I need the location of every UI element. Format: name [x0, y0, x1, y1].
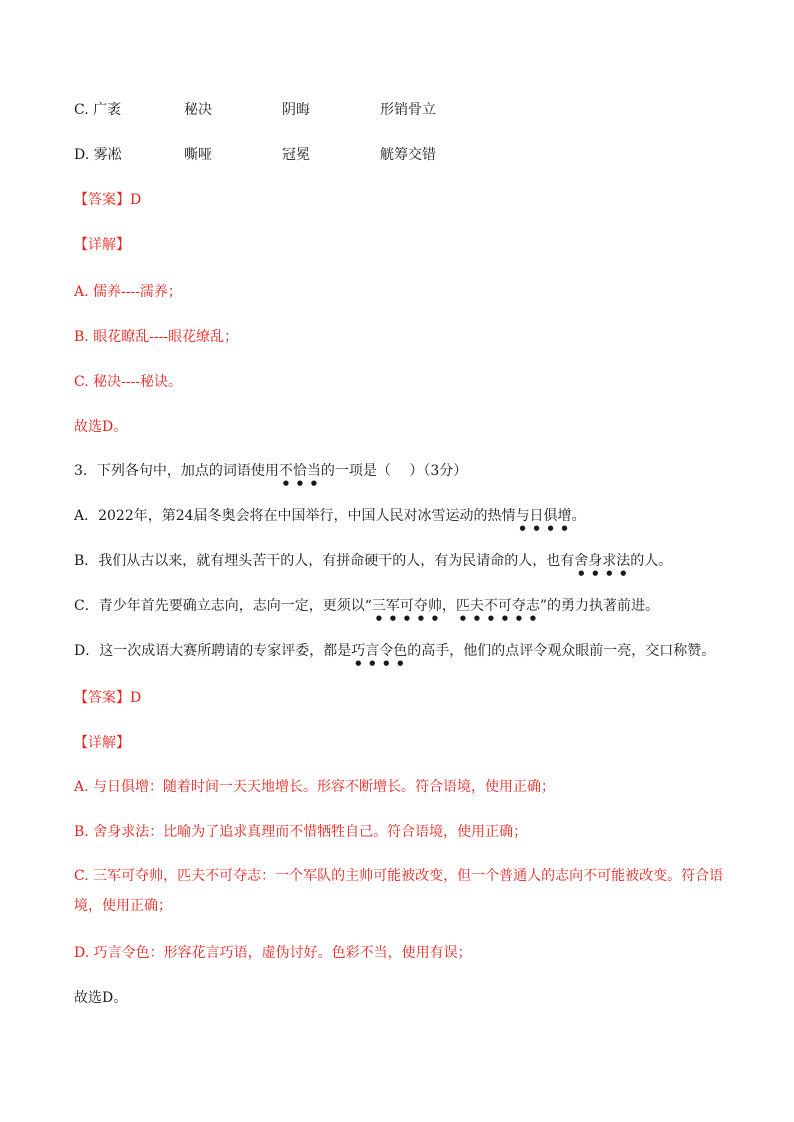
q2-answer: 【答案】D	[74, 192, 142, 208]
option-c-word-1: C. 广袤	[74, 102, 122, 118]
q3-detail-heading: 【详解】	[74, 735, 130, 751]
q3-option-b-dotted-term: 舍身求法	[574, 553, 631, 569]
q3-option-c	[74, 597, 734, 622]
q3-option-b	[74, 552, 734, 577]
q3-detail-c: C. 三军可夺帅，匹夫不可夺志：一个军队的主帅可能被改变，但一个普通人的志向不可能被改变。符合语境，使用正确；	[74, 868, 724, 914]
q2-detail-a: A. 儒养----濡养；	[74, 284, 182, 300]
q3-option-b-end: 的人。	[630, 553, 673, 569]
q3-stem-emphasis: 不恰当	[278, 463, 321, 479]
q3-option-c-dotted-term: 三军可夺帅，匹夫不可夺志	[371, 598, 540, 614]
q3-option-c-end: ”的勇力执著前进。	[539, 598, 660, 614]
q3-stem-start: 3．下列各句中，加点的词语使用	[74, 463, 279, 479]
option-c-word-3: 阴晦	[282, 102, 310, 118]
option-d-word-4: 觥筹交错	[380, 147, 436, 163]
q3-option-a-end: 。	[571, 508, 586, 524]
q3-option-d-text: D．这一次成语大赛所聘请的专家评委，都是	[74, 643, 352, 659]
q3-stem	[74, 462, 734, 487]
option-d-word-2: 嘶哑	[184, 147, 212, 163]
q3-answer: 【答案】D	[74, 690, 142, 706]
q3-conclusion: 故选D。	[74, 990, 128, 1006]
q3-option-b-text: B．我们从古以来，就有埋头苦干的人，有拼命硬干的人，有为民请命的人，也有	[74, 553, 575, 569]
q3-detail-b: B. 舍身求法：比喻为了追求真理而不惜牺牲自己。符合语境，使用正确；	[74, 824, 528, 840]
q2-detail-c: C. 秘决----秘诀。	[74, 374, 183, 390]
option-d-word-3: 冠冕	[282, 147, 310, 163]
q3-option-a-text: A．2022年，第24届冬奥会将在中国举行，中国人民对冰雪运动的热情	[74, 508, 516, 524]
q3-detail-d: D. 巧言令色：形容花言巧语，虚伪讨好。色彩不当，使用有误；	[74, 945, 472, 961]
option-d-word-1: D. 雾凇	[74, 147, 122, 163]
q2-conclusion: 故选D。	[74, 419, 128, 435]
q3-option-a	[74, 507, 734, 532]
option-c-word-2: 秘决	[184, 102, 212, 118]
option-c-word-4: 形销骨立	[380, 102, 436, 118]
q3-option-d-end: 的高手，他们的点评令观众眼前一亮，交口称赞。	[407, 643, 716, 659]
q3-option-d-dotted-term: 巧言令色	[351, 643, 408, 659]
q2-detail-heading: 【详解】	[74, 237, 130, 253]
q3-detail-a: A. 与日俱增：随着时间一天天地增长。形容不断增长。符合语境，使用正确；	[74, 779, 556, 795]
q3-option-d	[74, 642, 734, 667]
q3-option-a-dotted-term: 与日俱增	[515, 508, 572, 524]
q2-detail-b: B. 眼花瞭乱----眼花缭乱；	[74, 329, 239, 345]
q3-stem-end: 的一项是（ ）（3分）	[320, 463, 468, 479]
q3-option-c-text: C．青少年首先要确立志向，志向一定，更须以“	[74, 598, 372, 614]
